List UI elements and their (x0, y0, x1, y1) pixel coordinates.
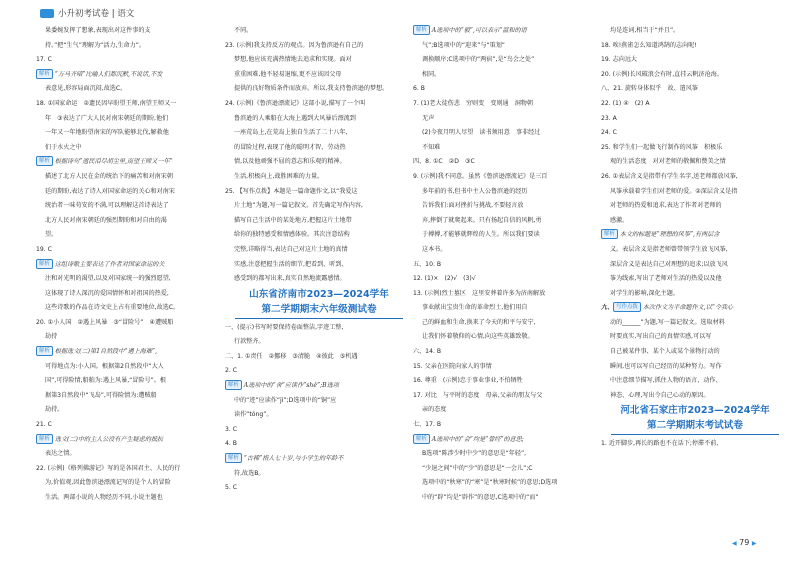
answer-continuation: 们于水火之中 (45, 143, 82, 151)
answer-continuation: “少退之间”中的“少”的意思是“一会儿”;C (422, 464, 533, 472)
answer-continuation: 行款整齐。 (234, 338, 265, 346)
answer-continuation: 对老师的热爱和追求,表达了作者对老师的 (610, 202, 722, 210)
answer-continuation: 自己被某件事、某个人或某个景物打动的 (610, 348, 720, 356)
answer-continuation: 均是连词,相当于“并且”。 (610, 27, 680, 34)
answer-line: 4. B (225, 440, 237, 448)
explanation-line: 九、 写作点拨 本次作文为半命题作文,以“令我心 (601, 304, 734, 312)
answer-continuation: 情,以及他顽强不屈的意志和乐观的精神。 (234, 158, 346, 166)
answer-continuation: 对学生的影响,深化主题。 (610, 289, 679, 297)
explanation-tag: 解析 (36, 156, 53, 166)
answer-line: 二、1. ①责任 ②挪移 ③清脆 ④彼此 ⑤机遇 (225, 352, 358, 360)
answer-continuation: 读作“tóng”。 (234, 411, 273, 419)
answer-continuation: 调换顺序;C选项中的“两宿”,是“鸟会之处” (422, 56, 535, 64)
answer-continuation: 提供的良好物质条件而放弃。所以,我支持鲁滨逊的梦想。 (234, 85, 389, 93)
answer-continuation: 选项中的“秋寒”的“寒”是“秋寒时候”的意思;D选项 (422, 479, 558, 487)
explanation-tag: 写作点拨 (613, 302, 641, 312)
explanation-line: 解析 这组诗歌主要表达了作者对国家命运的关 (36, 258, 224, 273)
answer-line: 16. 尊重 (示例)忠于事业事业,不怕牺牲 (413, 377, 523, 385)
explanation-tag: 解析 (413, 434, 430, 444)
answer-continuation: 片土地”为题,写一篇记叙文。首先确定写作内容, (234, 202, 363, 210)
answer-line: 7. (1)老大徒伤悲 穷则变 变则通 洞物朝 (413, 99, 533, 107)
answer-continuation: (2)今夜月明人尽望 读书须用意 事非经过 (422, 129, 541, 137)
answer-line: 19. 志向远大 (601, 56, 638, 64)
answer-continuation: 望。 (45, 231, 58, 239)
answer-continuation: 这体现了诗人深沉的爱国情怀和对祖国的热爱, (45, 289, 169, 297)
answer-continuation: 完整,详略得当,表达自己对这片土地的真情 (234, 245, 348, 253)
answer-continuation: 可得地点为:小人国。根据第2自然段中“大人 (45, 362, 164, 370)
answer-line: 1. 近开脚步,再长的路也不在话下;停滞不前, (601, 440, 719, 448)
answer-line: 9. (示例)我不同意。虽然《鲁滨逊漂流记》是三百 (413, 172, 548, 180)
answer-line: 五、10. B (413, 260, 441, 268)
answer-continuation: 廷的期盼,表达了诗人对国家命运的关心和对南宋 (45, 187, 175, 195)
next-page-icon[interactable]: ▶ (751, 540, 757, 547)
page-number: 79 (739, 538, 750, 547)
answer-line: 17. 对比 与平时的态度 母亲,父亲的朋友与父 (413, 391, 543, 399)
answer-line: 四、8. ①C ②D ③C (413, 158, 475, 166)
explanation-tag: 解析 (225, 453, 242, 463)
answer-continuation: 让我们怀着敬仰的心情,向这些英雄致敬。 (422, 333, 534, 341)
answer-continuation: 相同。 (422, 70, 441, 78)
answer-continuation: 符,故选B。 (234, 469, 265, 477)
answer-continuation: 鲁滨逊的人乘船在大海上遇到大风暴后漂流到 (234, 114, 356, 122)
page-header (0, 0, 800, 26)
explanation-line: 解析 A选项中的“毅”,可以表示“温和的语 (413, 24, 601, 39)
answer-line: 八、21. 旋转身体似乎 故、遣风筝 (601, 85, 698, 93)
answer-continuation: 的冒险过程,表现了他的聪明才智、劳动热 (234, 143, 346, 151)
answer-continuation: 北方人民对南宋朝廷的强烈期盼和对自由的渴 (45, 216, 167, 224)
answer-continuation: 风筝承载着学生们对老师的爱。②深层含义是指 (610, 187, 738, 195)
pager (732, 538, 757, 547)
answer-continuation: 一座荒岛上,在荒岛上独自生活了二十八年, (234, 129, 348, 137)
answer-continuation: 描写自己生活中的某处地方,把握这片土地带 (234, 216, 352, 224)
answer-continuation: 据第3自然段中“飞岛”,可得险情为:遭贼船 (45, 391, 157, 399)
section-heading: 山东省济南市2023—2024学年 (249, 288, 389, 300)
answer-continuation: 己的鲜血和生命,换来了今天的和平与安宁, (422, 318, 536, 326)
answer-continuation: 不同。 (234, 27, 253, 34)
answer-line: 18. 唉!燕雀怎么知道鸿鹄的志向呢! (601, 41, 697, 49)
answer-line: 17. C (36, 56, 52, 64)
answer-continuation: 时要真实,写出自己的真情实感,可以写 (610, 333, 712, 341)
answer-line: 20. (示例)长风破浪会有时,直挂云帆济沧海。 (601, 70, 723, 78)
explanation-line: 解析 选文(二)中的主人公没有产生疑虑的抵抗 (36, 433, 224, 448)
answer-continuation: 梦想,他应该充满热情地去追求和实现。面对 (234, 56, 352, 64)
answer-continuation: 气”;B选项中的“迎来”与“策划” (422, 41, 505, 49)
section-heading: 第二学期期末六年级测试卷 (261, 303, 377, 315)
series-logo-icon (40, 9, 54, 18)
answer-line: 2. C (225, 367, 238, 375)
answer-continuation: 中的“迹”应读作“jì”;D选项中的“铜”应 (234, 396, 337, 404)
answer-continuation: 一年又一年地盼望南宋的军队能够北伐,解救他 (45, 129, 169, 137)
answer-continuation: B选项“陈涉少时中少”的意思是“年轻”, (422, 450, 527, 458)
section-heading: 第二学期期末考试试卷 (647, 420, 743, 432)
answer-line: 13. (示例)烈士墓区 这里安葬着许多为济南解放 (413, 289, 546, 297)
answer-continuation: 生活,积极向上,战胜困难的力量。 (234, 172, 324, 180)
explanation-tag: 解析 (413, 25, 430, 35)
answer-line: 5. C (225, 484, 238, 492)
explanation-tag: 解析 (36, 434, 53, 444)
answer-continuation: 弃,摔倒了就爬起来。只有扬起自信的风帆,勇 (422, 216, 542, 224)
answer-continuation: 告诉我们:面对挫折与挑战,不要轻言放 (422, 202, 524, 210)
answer-continuation: 中注意细节描写,抓住人物的语言、动作、 (610, 377, 722, 385)
answer-continuation: 这些诗歌的作品在诗文史上占有重要地位,故选C。 (45, 304, 180, 312)
answer-line: 18. ①国家命运 ②遗民因早盼望王师,南望王师又一 (36, 99, 177, 107)
answer-continuation: 持。”把“生气”理解为“活力,生命力”。 (45, 41, 145, 49)
answer-line: 3. C (225, 425, 238, 433)
answer-continuation: 为,价值观,因此鲁滨逊漂流记写的是个人的冒险 (45, 479, 171, 487)
answer-line: 26. ①表层含义是指带有学生名字,送老师都放风筝, (601, 172, 738, 180)
section-divider (611, 434, 779, 435)
answer-continuation: 年 ③表达了广大人民对南宋朝廷的期盼,他们 (45, 114, 169, 122)
answer-continuation: 给你的独特感受和情感体验。其次注意结构 (234, 231, 350, 239)
answer-continuation: 这本书。 (422, 245, 447, 253)
answer-line: 20. ①小人国 ②遇上风暴 ③“冒险号” ④遭贼船 (36, 318, 174, 326)
explanation-line: 解析 根据诗句“遗民泪尽胡尘里,南望王师又一年” (36, 155, 224, 170)
explanation-tag: 解析 (601, 229, 618, 239)
explanation-tag: 解析 (36, 259, 53, 269)
answer-continuation: 统治者一味苟安的不满,可以理解这首诗表达了 (45, 202, 169, 210)
answer-continuation: 国”,可得险情,船舶为:遇上风暴,“冒险号”。根 (45, 377, 166, 385)
explanation-tag: 解析 (36, 346, 53, 356)
explanation-line: 解析 根据选文(二)第1自然段中“遇上海难”, (36, 345, 224, 360)
answer-line: 15. 父亲在医院向家人的事情 (413, 362, 492, 370)
explanation-line: 解析 本文的标题是“理想的风筝”,有两层含 (601, 228, 789, 243)
explanation-line: 解析 “古稀”指人七十岁,与小学生的年龄不 (225, 452, 413, 467)
answer-continuation: 深层含义是表达自己对理想的追求;以放飞风 (610, 260, 728, 268)
answer-line: 23. (示例)我支持反方的观点。因为鲁滨逊有自己的 (225, 41, 364, 49)
prev-page-icon[interactable]: ◀ (732, 540, 737, 547)
answer-continuation: 瞬间,也可以写自己经历的某种努力。写作 (610, 362, 722, 370)
answer-continuation: 表意见,形容局面沉闷,故选C。 (45, 85, 127, 93)
answer-continuation: 中的“辟”均是“辟作”的意思,C选项中的“而” (422, 494, 539, 501)
answer-line: 19. C (36, 245, 52, 253)
explanation-line: 解析 A选项中的“舍”应读作“shě”;B选项 (225, 379, 413, 394)
answer-line: 22. (示例)《格列佛游记》写的是各国君主、人民的行 (36, 464, 181, 472)
column-3 (413, 24, 601, 506)
answer-line: 25. 和学生们一起做飞行制作的风筝 积极乐 (601, 143, 723, 151)
answer-line: 七、17. B (413, 421, 441, 429)
answer-continuation: 义。表层含义是指老师曾带领学生放飞风筝, (610, 245, 728, 253)
answer-continuation: 表达之情。 (45, 450, 76, 458)
answer-line: 23. A (601, 114, 617, 122)
answer-continuation: 动的______”为题,写一篇记叙文。选取材料 (610, 318, 725, 326)
answer-continuation: 实感,注意把握生活的细节,把看到、听到、 (234, 260, 348, 268)
answer-line: 22. (1) ④ (2) A (601, 99, 650, 107)
answer-continuation: 感受到的都写出来,真实自然地流露感情。 (234, 275, 346, 283)
answer-line: 一、(提示)书写时要保持卷面整洁,字迹工整, (225, 323, 344, 331)
answer-continuation: 感激。 (610, 216, 629, 224)
answer-continuation: 描述了北方人民在金的统治下的痛苦和对南宋朝 (45, 172, 173, 180)
answer-continuation: 亲的态度 (422, 406, 447, 414)
answer-line: 24. (示例)《鲁滨逊漂流记》这部小说,描写了一个叫 (225, 99, 366, 107)
answer-line: 25. 【写作点拨】本题是一篇命题作文,以“我爱这 (225, 187, 358, 195)
explanation-tag: 解析 (36, 69, 53, 79)
answer-continuation: 劫持 (45, 333, 58, 341)
answer-continuation: 生活。两部小说的人物经历不同,小说主题也 (45, 494, 163, 501)
answer-line: 12. (1)× (2)√ (3)√ (413, 275, 476, 283)
answer-line: 24. C (601, 129, 617, 137)
answer-continuation: 劫持。 (45, 406, 64, 414)
answer-continuation: 观的生活态度 对对老师的敬佩和赞美之情 (610, 158, 726, 166)
answer-continuation: 筝为线索,写出了老师对生活的热爱以及他 (610, 275, 722, 283)
answer-continuation: 事业献出宝贵生命的革命烈士,他们用自 (422, 304, 528, 312)
answer-continuation: 注和对光明的渴望,以及对国家统一的强烈愿望, (45, 275, 171, 283)
answer-continuation: 多年前的书,但书中主人公鲁滨逊的经历 (422, 187, 528, 195)
explanation-line: 解析 “万马齐喑”比喻人们都沉默,不说话,不发 (36, 68, 224, 83)
answer-continuation: 重重困难,他不轻易退缩,更不应该因父母 (234, 70, 342, 78)
column-4 (601, 24, 789, 452)
page-header-title: 小升初考试卷 | 语文 (58, 9, 135, 19)
answer-continuation: 神态、心理,写出令自己心动的原因。 (610, 391, 710, 399)
explanation-tag: 解析 (225, 380, 242, 390)
section-heading: 河北省石家庄市2023—2024学年 (620, 405, 770, 417)
explanation-line: 解析 A选项中的“会”均是“曾经”的意思; (413, 433, 601, 448)
answer-continuation: 果委婉发挥了想象,表现出对这件事的支 (45, 27, 151, 34)
answer-continuation: 于搏搏,才能够就辉煌的人生。所以我们要读 (422, 231, 540, 239)
column-2 (225, 24, 413, 496)
answer-line: 六、14. B (413, 348, 441, 356)
column-1 (36, 24, 224, 506)
answer-continuation: 无声 (422, 114, 435, 122)
section-divider (235, 318, 403, 319)
answer-line: 6. B (413, 85, 425, 93)
answer-line: 21. C (36, 421, 52, 429)
answer-continuation: 不知难 (422, 143, 441, 151)
